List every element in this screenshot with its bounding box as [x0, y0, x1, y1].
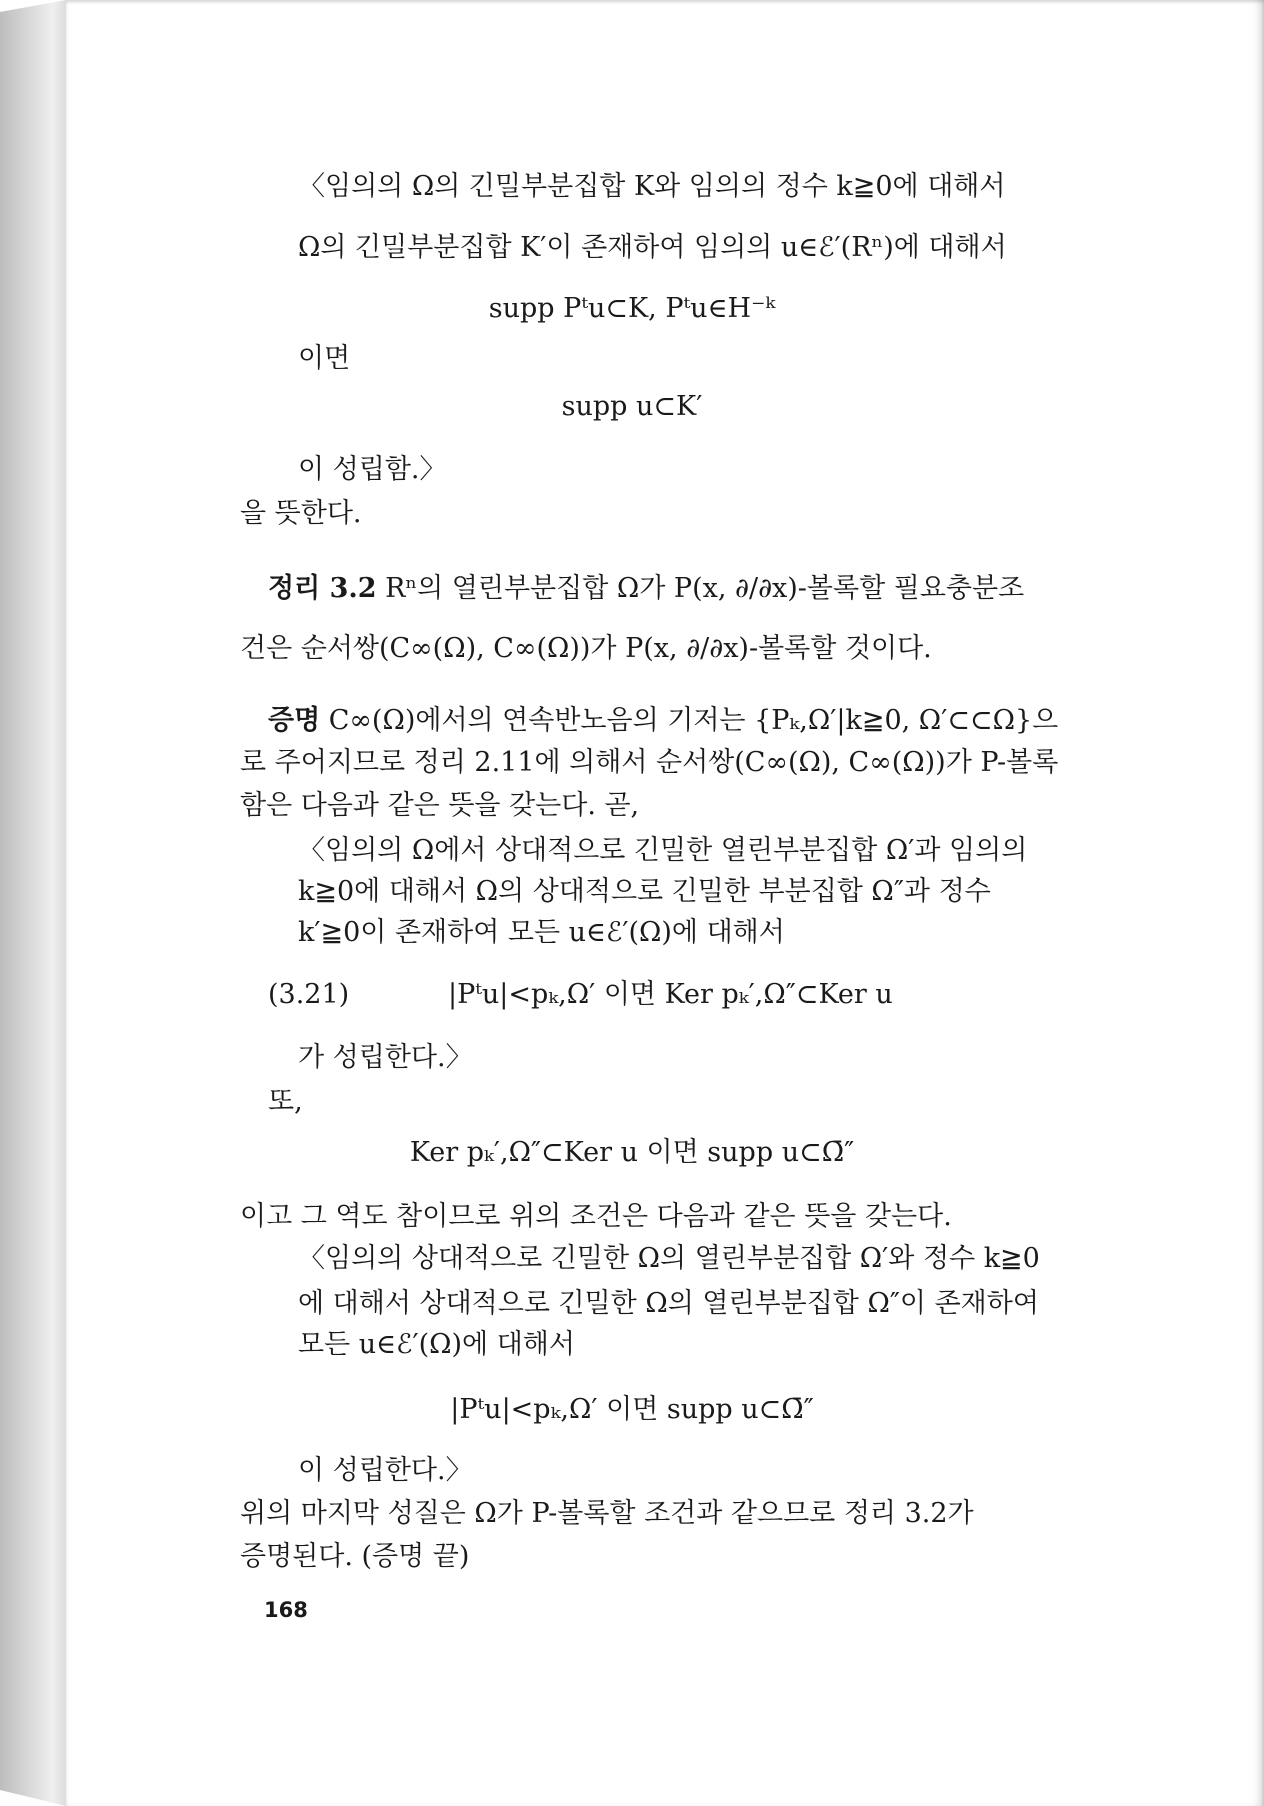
text-line: 증명된다. (증명 끝): [240, 1541, 470, 1572]
proof-line: [268, 704, 1058, 738]
text-line: 이면: [298, 343, 351, 374]
text-line: 이 성립함.〉: [298, 454, 447, 485]
book-page-edge: [0, 0, 66, 1806]
text-line: 가 성립한다.〉: [298, 1042, 473, 1073]
proof-label: 증명: [268, 705, 321, 736]
text-line: 건은 순서쌍(C∞(Ω), C∞(Ω))가 P(x, ∂/∂x)-볼록할 것이다.: [240, 633, 932, 664]
text-line: 이고 그 역도 참이므로 위의 조건은 다음과 같은 뜻을 갖는다.: [240, 1201, 952, 1232]
text-line: Ω의 긴밀부분집합 K′이 존재하여 임의의 u∈ℰ′(Rⁿ)에 대해서: [298, 232, 1007, 263]
text-line: 또,: [268, 1086, 303, 1117]
math-display: supp Pᵗu⊂K, Pᵗu∈H⁻ᵏ: [488, 293, 776, 324]
text-line: 모든 u∈ℰ′(Ω)에 대해서: [298, 1329, 575, 1360]
page-number: 168: [264, 1598, 308, 1622]
text-line: 〈임의의 Ω에서 상대적으로 긴밀한 열린부분집합 Ω′과 임의의: [298, 835, 1028, 866]
text-line: 함은 다음과 같은 뜻을 갖는다. 곧,: [240, 790, 640, 821]
math-display: |Pᵗu|<pₖ,Ω′ 이면 supp u⊂Ω̄″: [450, 1394, 814, 1425]
math-display: supp u⊂K′: [561, 391, 703, 422]
text-line: 을 뜻한다.: [240, 498, 362, 529]
text-line: 에 대해서 상대적으로 긴밀한 Ω의 열린부분집합 Ω″이 존재하여: [298, 1288, 1039, 1319]
text-line: k≧0에 대해서 Ω의 상대적으로 긴밀한 부분집합 Ω″과 정수: [298, 876, 991, 907]
equation: |Pᵗu|<pₖ,Ω′ 이면 Ker pₖ′,Ω″⊂Ker u: [448, 979, 893, 1010]
text-line: 〈임의의 상대적으로 긴밀한 Ω의 열린부분집합 Ω′와 정수 k≧0: [298, 1243, 1040, 1274]
theorem-line: [268, 572, 1024, 606]
proof-text: C∞(Ω)에서의 연속반노음의 기저는 {Pₖ,Ω′|k≧0, Ω′⊂⊂Ω}으: [320, 705, 1059, 736]
text-line: 로 주어지므로 정리 2.11에 의해서 순서쌍(C∞(Ω), C∞(Ω))가 P-볼록: [240, 747, 1059, 778]
theorem-label: 정리 3.2: [268, 573, 377, 604]
text-line: k′≧0이 존재하여 모든 u∈ℰ′(Ω)에 대해서: [298, 917, 785, 948]
text-line: 이 성립한다.〉: [298, 1455, 473, 1486]
math-display: Ker pₖ′,Ω″⊂Ker u 이면 supp u⊂Ω̄″: [409, 1137, 855, 1168]
equation-number: (3.21): [268, 979, 350, 1010]
text-line: 〈임의의 Ω의 긴밀부분집합 K와 임의의 정수 k≧0에 대해서: [298, 171, 1006, 202]
theorem-text: Rⁿ의 열린부분집합 Ω가 P(x, ∂/∂x)-볼록할 필요충분조: [376, 573, 1025, 604]
text-line: 위의 마지막 성질은 Ω가 P-볼록할 조건과 같으므로 정리 3.2가: [240, 1498, 974, 1529]
